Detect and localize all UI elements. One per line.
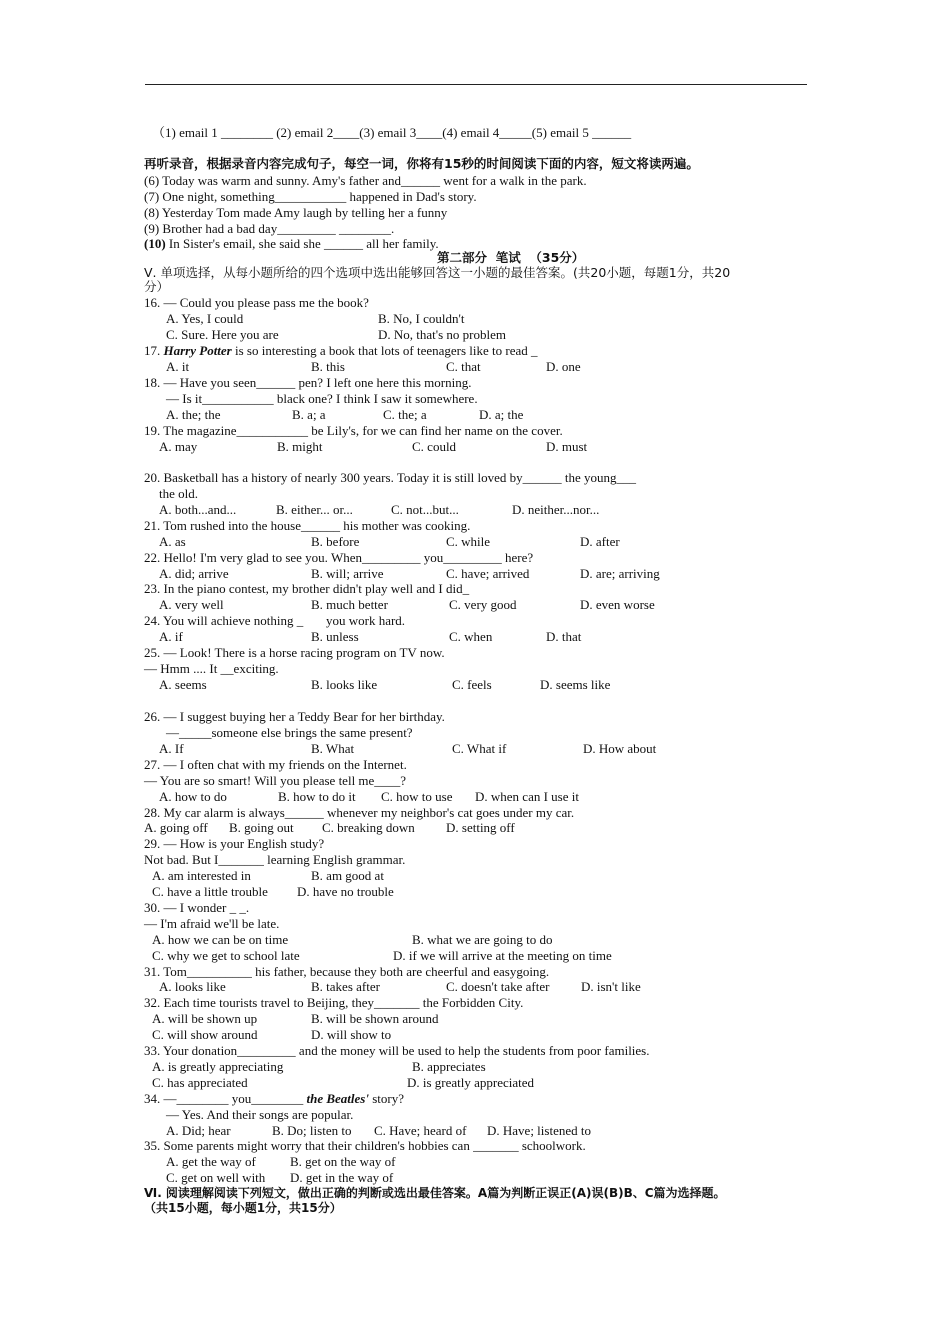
q22-option-b: B. will; arrive — [311, 566, 384, 581]
q23-stem: 23. In the piano contest, my brother didn't play well and I did_ — [144, 581, 470, 596]
q31-option-c: C. doesn't take after — [446, 979, 550, 994]
q25-line2: — Hmm .... It __exciting. — [144, 661, 279, 676]
q34-option-a: A. Did; hear — [166, 1123, 231, 1138]
q24-stem: 24. You will achieve nothing _ you work hard. — [144, 613, 406, 628]
q20-option-c: C. not...but... — [391, 502, 459, 517]
q28-option-c: C. breaking down — [322, 820, 415, 835]
q34-line2: — Yes. And their songs are popular. — [166, 1107, 354, 1122]
q27-line2: — You are so smart! Will you please tell me____? — [144, 773, 407, 788]
q17-book-title: Harry Potter — [163, 343, 232, 358]
q18-stem: 18. — Have you seen______ pen? I left one here this morning. — [144, 375, 472, 390]
section6-instruction-line2: （共15小题，每小题1分，共15分） — [144, 1201, 342, 1215]
q29-line2: Not bad. But I_______ learning English grammar. — [144, 852, 406, 867]
q20-option-d: D. neither...nor... — [512, 502, 600, 517]
q33-option-b: B. appreciates — [412, 1059, 486, 1074]
q30-option-d: D. if we will arrive at the meeting on time — [393, 948, 612, 963]
q34-option-b: B. Do; listen to — [272, 1123, 352, 1138]
q35-option-b: B. get on the way of — [290, 1154, 396, 1169]
q17-option-b: B. this — [311, 359, 345, 374]
q28-option-b: B. going out — [229, 820, 294, 835]
q20-line2: the old. — [159, 486, 198, 501]
q27-option-a: A. how to do — [159, 789, 227, 804]
q33-option-c: C. has appreciated — [152, 1075, 248, 1090]
q29-option-b: B. am good at — [311, 868, 384, 883]
q32-option-b: B. will be shown around — [311, 1011, 439, 1026]
q18-option-c: C. the; a — [383, 407, 427, 422]
q24-option-d: D. that — [546, 629, 582, 644]
q16-stem: 16. — Could you please pass me the book? — [144, 295, 369, 310]
q19-option-c: C. could — [412, 439, 457, 454]
section5-instruction-line1: Ⅴ. 单项选择，从每小题所给的四个选项中选出能够回答这一小题的最佳答案。(共20小题，每题1分，共20 — [144, 265, 731, 280]
q18-option-b: B. a; a — [292, 407, 326, 422]
q27-option-b: B. how to do it — [278, 789, 356, 804]
q24-option-b: B. unless — [311, 629, 359, 644]
q25-option-c: C. feels — [452, 677, 492, 692]
listening-email-matching: （1) email 1 ________ (2) email 2____(3) email 3____(4) email 4_____(5) email 5 ______ — [152, 125, 632, 140]
q33-option-a: A. is greatly appreciating — [152, 1059, 284, 1074]
q34-band-name: the Beatles' — [306, 1091, 369, 1106]
q18-option-a: A. the; the — [166, 407, 221, 422]
q34-stem — [144, 1091, 404, 1107]
q34-text-post: story? — [372, 1091, 404, 1106]
q17-option-c: C. that — [446, 359, 481, 374]
q20-stem: 20. Basketball has a history of nearly 300 years. Today it is still loved by______ the young___ — [144, 470, 637, 485]
q22-stem: 22. Hello! I'm very glad to see you. When_________ you_________ here? — [144, 550, 534, 565]
listening-item-6: (6) Today was warm and sunny. Amy's father and______ went for a walk in the park. — [144, 173, 587, 188]
q27-option-d: D. when can I use it — [475, 789, 579, 804]
q16-option-b: B. No, I couldn't — [378, 311, 465, 326]
q19-option-a: A. may — [159, 439, 198, 454]
q21-option-b: B. before — [311, 534, 360, 549]
q30-option-c: C. why we get to school late — [152, 948, 300, 963]
q31-option-d: D. isn't like — [581, 979, 641, 994]
q29-option-d: D. have no trouble — [297, 884, 394, 899]
q25-option-d: D. seems like — [540, 677, 611, 692]
q34-option-d: D. Have; listened to — [487, 1123, 591, 1138]
q34-text-pre: 34. —________ you________ — [144, 1091, 304, 1106]
q31-option-a: A. looks like — [159, 979, 226, 994]
q26-line2: —_____someone else brings the same present? — [166, 725, 413, 740]
listening-item-8: (8) Yesterday Tom made Amy laugh by telling her a funny — [144, 205, 448, 220]
q27-stem: 27. — I often chat with my friends on the Internet. — [144, 757, 407, 772]
q23-option-c: C. very good — [449, 597, 517, 612]
q19-option-d: D. must — [546, 439, 588, 454]
q20-option-b: B. either... or... — [276, 502, 353, 517]
q23-option-a: A. very well — [159, 597, 224, 612]
listening-item-10 — [144, 236, 439, 252]
q29-option-c: C. have a little trouble — [152, 884, 268, 899]
q17-text: is so interesting a book that lots of teenagers like to read _ — [235, 343, 538, 358]
q25-option-b: B. looks like — [311, 677, 378, 692]
q26-option-a: A. If — [159, 741, 184, 756]
q16-option-c: C. Sure. Here you are — [166, 327, 279, 342]
part2-title: 第二部分 笔试 （35分） — [437, 250, 585, 265]
q26-option-d: D. How about — [583, 741, 657, 756]
q33-stem: 33. Your donation_________ and the money will be used to help the students from poor families. — [144, 1043, 650, 1058]
q22-option-d: D. are; arriving — [580, 566, 660, 581]
q16-option-a: A. Yes, I could — [166, 311, 244, 326]
q30-line2: — I'm afraid we'll be late. — [144, 916, 280, 931]
q21-option-a: A. as — [159, 534, 186, 549]
item-10-number: (10) — [144, 236, 166, 251]
q35-option-c: C. get on well with — [166, 1170, 266, 1185]
q21-option-c: C. while — [446, 534, 491, 549]
q17-option-a: A. it — [166, 359, 190, 374]
listening-item-9: (9) Brother had a bad day_________ ________. — [144, 221, 395, 236]
q26-option-b: B. What — [311, 741, 355, 756]
q27-option-c: C. how to use — [381, 789, 453, 804]
section5-instruction-line2: 分） — [144, 279, 170, 294]
listening-instruction: 再听录音，根据录音内容完成句子，每空一词，你将有15秒的时间阅读下面的内容，短文将读两遍。 — [144, 156, 699, 171]
q30-option-a: A. how we can be on time — [152, 932, 289, 947]
q29-stem: 29. — How is your English study? — [144, 836, 325, 851]
q34-option-c: C. Have; heard of — [374, 1123, 467, 1138]
section6-instruction-line1: Ⅵ. 阅读理解阅读下列短文，做出正确的判断或选出最佳答案。A篇为判断正误正(A)误(B)B、C篇为选择题。 — [144, 1186, 726, 1200]
q24-option-c: C. when — [449, 629, 493, 644]
q31-option-b: B. takes after — [311, 979, 380, 994]
q21-stem: 21. Tom rushed into the house______ his mother was cooking. — [144, 518, 471, 533]
q32-option-c: C. will show around — [152, 1027, 258, 1042]
q31-stem: 31. Tom__________ his father, because they both are cheerful and easygoing. — [144, 964, 550, 979]
q19-stem: 19. The magazine___________ be Lily's, for we can find her name on the cover. — [144, 423, 563, 438]
q17-stem — [144, 343, 538, 359]
q28-option-a: A. going off — [144, 820, 208, 835]
q28-stem: 28. My car alarm is always______ whenever my neighbor's cat goes under my car. — [144, 805, 575, 820]
q35-stem: 35. Some parents might worry that their children's hobbies can _______ schoolwork. — [144, 1138, 586, 1153]
q32-option-a: A. will be shown up — [152, 1011, 258, 1026]
q17-option-d: D. one — [546, 359, 581, 374]
q16-option-d: D. No, that's no problem — [378, 327, 506, 342]
q32-option-d: D. will show to — [311, 1027, 392, 1042]
q24-option-a: A. if — [159, 629, 183, 644]
q19-option-b: B. might — [277, 439, 323, 454]
top-rule — [145, 84, 807, 85]
q25-option-a: A. seems — [159, 677, 207, 692]
q26-stem: 26. — I suggest buying her a Teddy Bear for her birthday. — [144, 709, 445, 724]
q21-option-d: D. after — [580, 534, 620, 549]
q32-stem: 32. Each time tourists travel to Beijing, they_______ the Forbidden City. — [144, 995, 524, 1010]
q22-option-a: A. did; arrive — [159, 566, 229, 581]
q23-option-b: B. much better — [311, 597, 388, 612]
q35-option-d: D. get in the way of — [290, 1170, 394, 1185]
q18-line2: — Is it___________ black one? I think I saw it somewhere. — [166, 391, 478, 406]
listening-item-7: (7) One night, something___________ happened in Dad's story. — [144, 189, 477, 204]
q33-option-d: D. is greatly appreciated — [407, 1075, 535, 1090]
q22-option-c: C. have; arrived — [446, 566, 530, 581]
q20-option-a: A. both...and... — [159, 502, 237, 517]
q30-stem: 30. — I wonder _ _. — [144, 900, 250, 915]
q35-option-a: A. get the way of — [166, 1154, 256, 1169]
q23-option-d: D. even worse — [580, 597, 655, 612]
item-10-text: In Sister's email, she said she ______ all her family. — [168, 236, 439, 251]
q17-number: 17. — [144, 343, 161, 358]
q30-option-b: B. what we are going to do — [412, 932, 553, 947]
q18-option-d: D. a; the — [479, 407, 524, 422]
q25-stem: 25. — Look! There is a horse racing program on TV now. — [144, 645, 445, 660]
q26-option-c: C. What if — [452, 741, 507, 756]
q28-option-d: D. setting off — [446, 820, 515, 835]
q29-option-a: A. am interested in — [152, 868, 251, 883]
